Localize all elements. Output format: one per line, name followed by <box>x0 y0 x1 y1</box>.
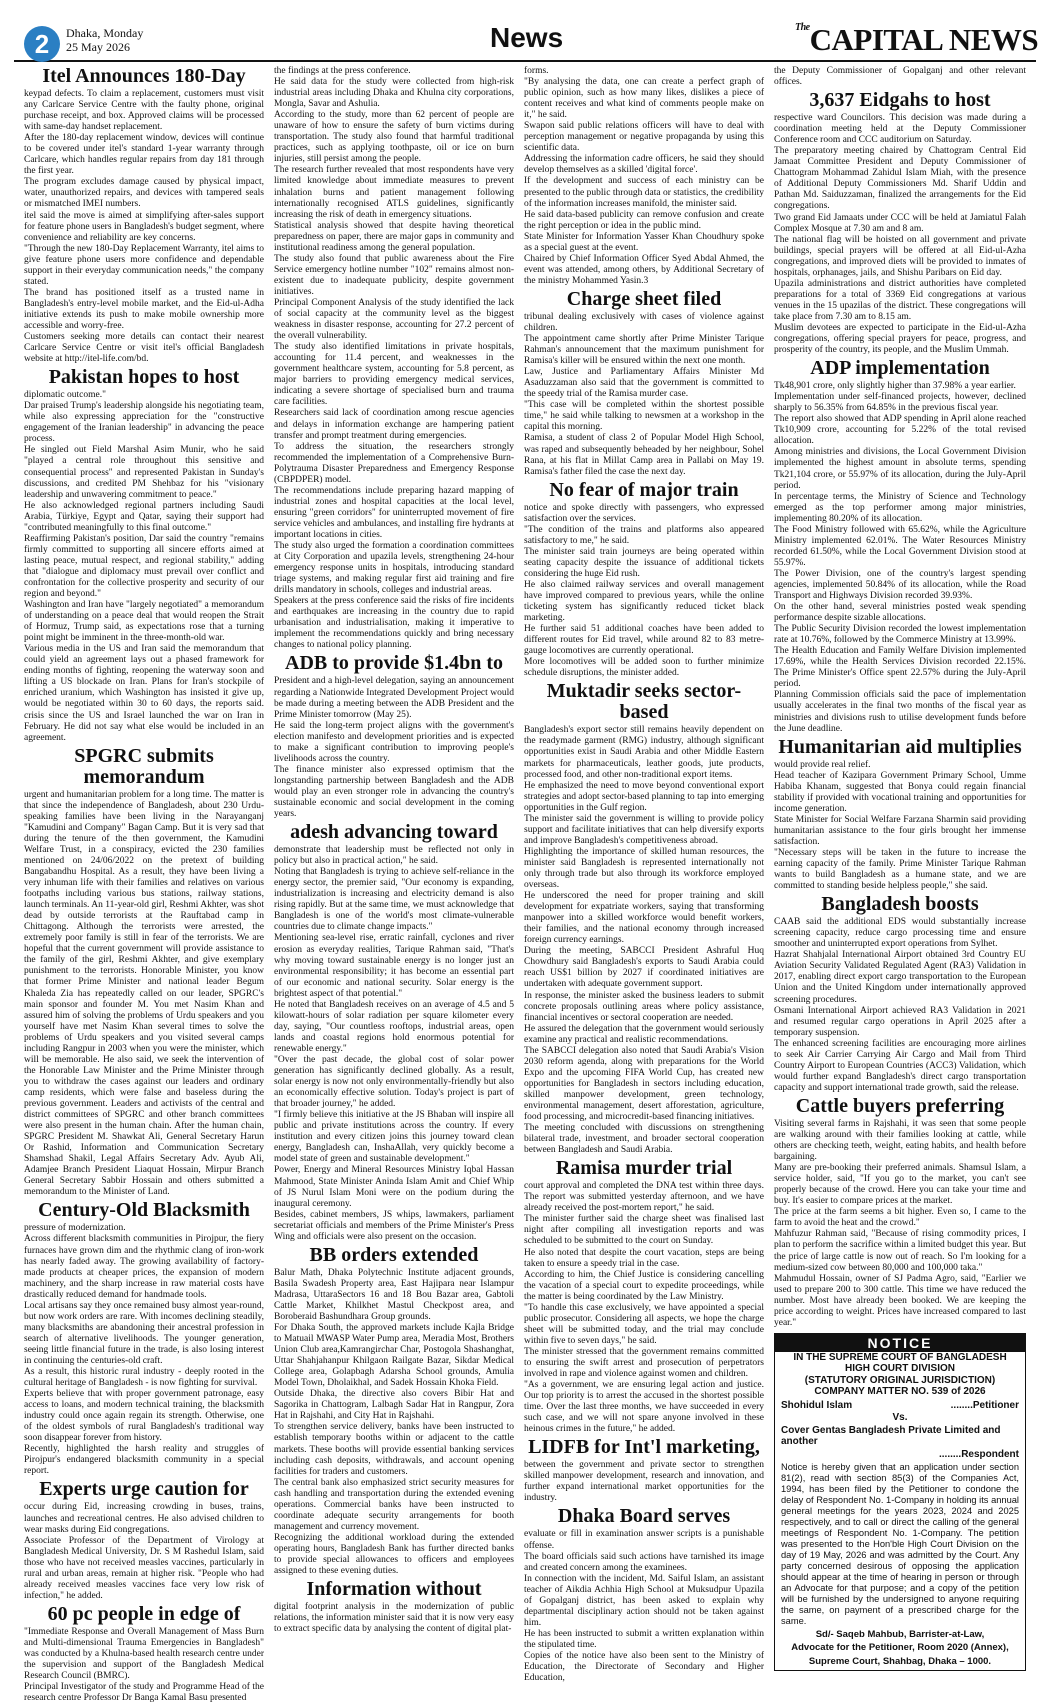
article-continued-4 <box>774 66 1026 88</box>
paragraph: Mahfuzur Rahman said, "Because of rising commodity prices, I plan to perform the sacrifice within a limited budget this year. But the price of large cattle is now out of reach. So I'm looking for a medium-sized cow between 80,000 and 100,000 taka." <box>774 1229 1026 1273</box>
headline: No fear of major train <box>549 478 739 501</box>
paragraph: The minister said the government is willing to provide policy support and facilitate initiatives that can help diversify exports and improve Bangladesh's competitiveness abroad. <box>524 813 764 846</box>
paragraph: Upazila administrations and district authorities have completed preparations for a total of 3369 Eid congregations at various venues in the 15 upazilas of the district. These congregations will take place from 7.30 am to 8.15 am. <box>774 278 1026 322</box>
headline: Cattle buyers preferring <box>795 1094 1005 1117</box>
paragraph: evaluate or fill in examination answer scripts is a punishable offense. <box>524 1529 764 1551</box>
paragraph: He has been instructed to submit a written explanation within the stipulated time. <box>524 1628 764 1650</box>
paragraph: Copies of the notice have also been sent to the Ministry of Education, the Directorate of Secondary and Higher Education, <box>524 1651 764 1684</box>
headline: Humanitarian aid multiplies <box>778 735 1022 758</box>
headline: Muktadir seeks sector-based <box>546 680 742 724</box>
article-lidfb-for-int-l-marketing <box>524 1437 764 1504</box>
paragraph: Mentioning sea-level rise, erratic rainfall, cyclones and river erosion as everyday realities, Tarique Rahman said, "That's why moving toward sustainable energy is no longer just an environmental responsibility; it has become an essential part of our economic and national security. Solar energy is the brightest aspect of that potential." <box>274 933 514 999</box>
paragraph: Implementation under self-financed projects, however, declined sharply to 56.35% from 64.85% in the previous fiscal year. <box>774 392 1026 414</box>
paragraph: Power, Energy and Mineral Resources Ministry Iqbal Hassan Mahmood, State Minister Aninda Islam Amit and Chief Whip of JS Nurul Islam Moni were on the podium during the inaugural ceremony. <box>274 1165 514 1209</box>
headline: SPGRC submits memorandum <box>74 744 214 788</box>
paragraph: Recently, highlighted the harsh reality and struggles of Pirojpur's endangered blacksmith community in a special report. <box>24 1444 264 1477</box>
article-continued-2 <box>274 66 514 651</box>
paragraph: "Necessary steps will be taken in the future to increase the earning capacity of the family. Prime Minister Tarique Rahman wants to build Bangladesh as a humane state, and we are committed to standing beside helpless people," she said. <box>774 848 1026 892</box>
paragraph: Principal Component Analysis of the study identified the lack of social capacity at the community level as the biggest weakness in disaster response, accounting for 27.2 percent of the overall vulnerability. <box>274 297 514 342</box>
paragraph: The brand has positioned itself as a trusted name in Bangladesh's entry-level mobile market, and the Eid-ul-Adha initiative extends its push to make mobile ownership more accessible and worry-free. <box>24 287 264 331</box>
article-information-without <box>274 1579 514 1635</box>
paragraph: Head teacher of Kazipara Government Primary School, Umme Habiba Khanam, suggested that Bonya could regain financial stability if provided with vocational training and opportunities for income generation. <box>774 770 1026 814</box>
paragraph: The price at the farm seems a bit higher. Even so, I came to the farm to avoid the heat and the crowd." <box>774 1207 1026 1229</box>
dateline-date: 25 May 2026 <box>66 40 130 54</box>
paragraph: In connection with the incident, Md. Saiful Islam, an assistant teacher of Aikdia Achhia High School at Muksudpur Upazila of Gopalganj district, has been asked to explain why departmental disciplinary action should not be taken against him. <box>524 1573 764 1628</box>
paragraph: President and a high-level delegation, saying an announcement regarding a Nationwide Integrated Development Project would be made during a meeting between the ADB President and the Prime Minister tomorrow (May 25). <box>274 676 514 720</box>
paragraph: The program excludes damage caused by physical impact, water, unauthorized repairs, and devices with tampered seals or mismatched IMEI numbers. <box>24 177 264 210</box>
paragraph: To address the situation, the researchers strongly recommended the implementation of a Comprehensive Burn-Polytrauma Disaster Preparedness and Emergency Response (CBPDPER) model. <box>274 441 514 485</box>
paragraph: The enhanced screening facilities are encouraging more airlines to seek Air Carrier Carrying Air Cargo and Mail from Third Country Airport to European Countries (ACC3) Validation, which would further expand Bangladesh's direct cargo transportation capacity and support international trade growth, said the release. <box>774 1038 1026 1093</box>
notice-title: NOTICE <box>775 1334 1025 1352</box>
paragraph: He said data for the study were collected from high-risk industrial areas including Dhaka and Khulna city corporations, Mongla, Savar and Ashulia. <box>274 77 514 110</box>
paragraph: pressure of modernization. <box>24 1223 126 1234</box>
column-4 <box>774 66 1026 1667</box>
article-spgrc-submits-memorandum <box>24 746 264 1199</box>
paragraph: the findings at the press conference. <box>274 66 411 76</box>
notice-signature: Sd/- Saqeb Mahbub, Barrister-at-Law, <box>815 1628 985 1640</box>
paragraph: between the government and private sector to strengthen skilled manpower development, research and innovation, and further expand international market opportunities for the industry. <box>524 1460 764 1504</box>
paragraph: Experts believe that with proper government patronage, easy access to loans, and modern technical training, the blacksmith industry could once again regain its strength. Otherwise, one of the oldest symbols of rural Bangladesh's traditional way soon disappear forever from history. <box>24 1389 264 1444</box>
paragraph: More locomotives will be added soon to further minimize schedule disruptions, the minister added. <box>524 657 764 679</box>
paragraph: He underscored the need for proper training and skill development for expatriate workers, saying that transforming manpower into a skilled workforce would benefit workers, their families, and the national economy through increased foreign currency earnings. <box>524 891 764 946</box>
article-cattle-buyers-preferring <box>774 1096 1026 1329</box>
paragraph: The Public Security Division recorded the lowest implementation rate at 10.76%, followed by the Commerce Ministry at 13.99%. <box>774 624 1026 646</box>
legal-notice-box <box>774 1333 1026 1672</box>
paragraph: The study also found that public awareness about the Fire Service emergency hotline number "102" remains almost non-existent due to inadequate publicity, despite government initiatives. <box>274 253 514 297</box>
column-3 <box>524 66 764 1684</box>
paragraph: "The condition of the trains and platforms also appeared satisfactory to me," he said. <box>524 524 764 546</box>
paragraph: He also noted that despite the court vacation, steps are being taken to ensure a speedy trial in the case. <box>524 1247 764 1269</box>
paragraph: He said data-based publicity can remove confusion and create the right perception or idea in the public mind. <box>524 209 764 231</box>
article-pakistan-hopes-to-host <box>24 367 264 744</box>
article-bangladesh-boosts <box>774 894 1026 1094</box>
article-charge-sheet-filed <box>524 289 764 478</box>
headline: adesh advancing toward <box>290 821 498 844</box>
dateline <box>66 26 143 54</box>
headline: 3,637 Eidgahs to host <box>809 89 991 112</box>
paragraph: The SABCCI delegation also noted that Saudi Arabia's Vision 2030 reform agenda, along with preparations for the World Expo and the upcoming FIFA World Cup, has created new opportunities for Bangladesh in sectors including education, skilled manpower development, green technology, environmental management, desert afforestation, agriculture, food processing, and microcredit-based financing initiatives. <box>524 1045 764 1123</box>
paragraph: Various media in the US and Iran said the memorandum that could yield an agreement lays out a phased framework for ending months of fighting, reopening the waterway soon and lifting a US blockade on Iran. Plans for Iran's stockpile of enriched uranium, which Washington has insisted it give up, would be negotiated within 30 to 60 days, the reports said. crisis since the US and Israel launched the war on Iran in February. He did not say what else would be included in an agreement. <box>24 644 264 743</box>
paragraph: State Minister for Social Welfare Farzana Sharmin said providing humanitarian assistance to the four girls brought her immense satisfaction. <box>774 814 1026 847</box>
notice-body: Notice is hereby given that an application under section 81(2), read with section 85(3) of the Companies Act, 1994, has been filed by the Petitioner to condone the delay of Respondent No. 1-Company in holding its annual general meetings for the years 2023, 2024 and 2025 respectively, and to call or direct the calling of the general meetings of Respondent No. 1-Company. The petition was presented to the Hon'ble High Court Division on the day of 19 May, 2026 and was admitted by the Court. Any party concerned desirous of opposing the application should appear at the time of hearing in person or through an Advocate for that purpose; and a copy of the petition will be furnished by the undersigned to anyone requiring the same, on payment of a prescribed charge for the same. <box>781 1461 1019 1626</box>
masthead-logo <box>795 22 1039 58</box>
paragraph: occur during Eid, increasing crowding in buses, trains, launches and recreational centres. He also advised children to wear masks during Eid congregations. <box>24 1502 264 1535</box>
notice-jurisdiction: (STATUTORY ORIGINAL JURISDICTION) <box>804 1374 996 1386</box>
paragraph: Dar praised Trump's leadership alongside his negotiating team, while also expressing appreciation for the "constructive engagement of the Iranian leadership" in advancing the peace process. <box>24 401 264 445</box>
paragraph: To strengthen service delivery, banks have been instructed to establish temporary booths within or adjacent to the cattle markets. These booths will provide essential banking services including cash deposits, withdrawals, and account opening facilities for traders and customers. <box>274 1422 514 1477</box>
paragraph: Muslim devotees are expected to participate in the Eid-ul-Azha congregations, offering special prayers for peace, progress, and prosperity of the country, its people, and the Muslim Ummah. <box>774 322 1026 356</box>
masthead-name: CAPITAL NEWS <box>809 22 1039 57</box>
paragraph: Hazrat Shahjalal International Airport obtained 3rd Country EU Aviation Security Validated Regulated Agent (RA3) Validation in 2017, enabling direct export cargo transportation to the European Union and the United Kingdom under internationally approved screening procedures. <box>774 950 1026 1005</box>
paragraph: If the development and success of each ministry can be presented to the public through data or statistics, the credibility of the information increases manifold, the minister said. <box>524 176 764 209</box>
paragraph: Recognizing the additional workload during the extended operating hours, Bangladesh Bank has further directed banks to provide special allowances to officers and employees assigned to these evening duties. <box>274 1532 514 1577</box>
paragraph: urgent and humanitarian problem for a long time. The matter is that since the independence of Bangladesh, about 230 Urdu-speaking families have been living in the Narayanganj "Kamudini and Company" Bagan Camp. But it is very sad that during the tenure of the then government, the Kamudini Welfare Trust, in a conspiracy, evicted the 230 families mentioned on 24/06/2022 on the pretext of building Bangabandhu Hospital. As a result, they have been living a very inhuman life with their families and relatives on various footpaths including various bus stations, railway stations, launch terminals. An 11-year-old girl, Reshmi Akhter, was shot dead by outside terrorists at the Rauftabad camp in Chittagong. Although the terrorists were arrested, the extremely poor family is still in fear of the terrorists. We are hopeful that the current government will provide assistance to the family of the girl, Reshmi Akhter, and give exemplary punishment to the terrorists. Honorable Minister, you know that former Prime Minister and national leader Begum Khaleda Zia has repeatedly called on our leader, SPGRC's main sponsor and founder M. You met Nasim Khan and assured him of solving the problems of Urdu speakers and you yourself have met Nasim Khan several times to solve the problems of Urdu speakers and you visited several camps including Rangpur in 2003 when you were the minister, which will be memorable. He also said, we seek the intervention of the Honorable Law Minister and the Prime Minister through you to withdraw the cases against our leaders and ordinary camp residents, which were false and baseless during the previous government. Leaders and activists of the central and district committees of SPGRC and other branch committees were also present in the human chain. After the human chain, SPGRC President M. Shawkat Ali, General Secretary Harun Or Rashid, Information and Communication Secretary Shamshad Shakil, Legal Affairs Secretary Adv. Ayub Ali, Adamjee Branch President Liaquat Hossain, Mirpur Branch General Secretary Sabbir Hossain and others submitted a memorandum to the Minister of Land. <box>24 789 264 1198</box>
paragraph: Speakers at the press conference said the risks of fire incidents and earthquakes are increasing in the country due to rapid urbanisation and industrialisation, making it imperative to implement the recommendations quickly and bring necessary changes to national policy planning. <box>274 596 514 651</box>
paragraph: Addressing the information cadre officers, he said they should develop themselves as a skilled 'digital force'. <box>524 154 764 176</box>
paragraph: He singled out Field Marshal Asim Munir, who he said "played a central role throughout this sensitive and consequential process" and represented Pakistan in Sunday's discussions, and credited PM Shehbaz for his "visionary leadership and unwavering commitment to peace." <box>24 445 264 500</box>
paragraph: Among ministries and divisions, the Local Government Division implemented the highest amount in absolute terms, spending Tk21,104 crore, or 55.97% of its allocation, during the July-April period. <box>774 447 1026 491</box>
paragraph: The preparatory meeting chaired by Chattogram Central Eid Jamaat Committee President and Deputy Commissioner of Chattogram Mohammad Zahidul Islam Miah, with the presence of Additional Deputy Commissioners Md. Sharif Uddin and Pathan Md. Saiduzzaman, finalized the arrangements for the Eid congregations. <box>774 146 1026 212</box>
paragraph: Balur Math, Dhaka Polytechnic Institute adjacent grounds, Basila Swadesh Property area, East Hajipara near Islampur Madrasa, UttaraSectors 16 and 18 Bou Bazar area, Gabtoli Cattle Market, Khilkhet Mastul Checkpost area, and Boroberaid Bashundhara Group grounds. <box>274 1267 514 1322</box>
paragraph: "Through the new 180-Day Replacement Warranty, itel aims to give feature phone users more confidence and dependable support in their everyday communication needs," the company stated. <box>24 243 265 287</box>
paragraph: Associate Professor of the Department of Virology at Bangladesh Medical University, Dr. S M Rashedul Islam, said those who have not received measles vaccines, particularly in rural and urban areas, remain at higher risk. "People who had already received measles vaccines face very low risk of infection," he added. <box>24 1535 264 1601</box>
paragraph: "To handle this case exclusively, we have appointed a special public prosecutor. Considering all aspects, we hope the charge sheet will be submitted today, and the trial may conclude within five to seven days," he said. <box>524 1302 764 1346</box>
notice-court: IN THE SUPREME COURT OF BANGLADESH <box>793 1351 1007 1363</box>
paragraph: As a result, this historic rural industry - deeply rooted in the cultural heritage of Bangladesh - is now fighting for survival. <box>24 1367 264 1389</box>
section-title: News <box>490 22 564 53</box>
article-experts-urge-caution-for <box>24 1479 264 1601</box>
article-60-pc-people-in-edge-of <box>24 1604 264 1704</box>
headline: Itel Announces 180-Day <box>42 65 246 87</box>
paragraph: Local artisans say they once remained busy almost year-round, but now work orders are rare. With incomes declining steadily, many blacksmiths are abandoning their ancestral profession in search of alternative livelihoods. The younger generation, seeing little financial future in the trade, is also losing interest in continuing the centuries-old craft. <box>24 1300 264 1366</box>
paragraph: "As a government, we are ensuring legal action and justice. Our top priority is to arrest the accused in the shortest possible time. Over the last three months, we have succeeded in every such case, and we will not spare anyone involved in these heinous crimes in the future," he added. <box>524 1380 764 1435</box>
headline: ADB to provide $1.4bn to <box>285 652 503 675</box>
paragraph: Outside Dhaka, the directive also covers Bibir Hat and Sagorika in Chattogram, Lalbagh Sadar Hat in Rangpur, Zora Hat in Rajshahi, and City Hat in Rajshahi. <box>274 1389 514 1422</box>
paragraph: The meeting concluded with discussions on strengthening bilateral trade, investment, and broader sectoral cooperation between Bangladesh and Saudi Arabia. <box>524 1123 764 1156</box>
column-4-stories <box>774 66 1026 1329</box>
headline: Experts urge caution for <box>39 1478 249 1501</box>
paragraph: Visiting several farms in Rajshahi, it was seen that some people are walking around with their families looking at cattle, while others are checking teeth, weight, eating habits, and health before bargaining. <box>774 1118 1026 1163</box>
notice-matter: COMPANY MATTER NO. 539 of 2026 <box>814 1386 986 1398</box>
article-century-old-blacksmith <box>24 1200 264 1477</box>
article-3-637-eidgahs-to-host <box>774 90 1026 356</box>
headline: LIDFB for Int'l marketing, <box>528 1436 760 1459</box>
paragraph: Washington and Iran have "largely negotiated" a memorandum of understanding on a peace deal that would reopen the Strait of Hormuz, Trump said, as expectations rose that a turning point might be imminent in the three-month-old war. <box>24 600 264 644</box>
paragraph: In response, the minister asked the business leaders to submit concrete proposals outlining areas where policy assistance, financial incentives or sectoral cooperation are needed. <box>524 990 764 1023</box>
paragraph: court approval and completed the DNA test within three days. The report was submitted yesterday afternoon, and we have already received the post-mortem report," he said. <box>524 1181 764 1214</box>
paragraph: digital footprint analysis in the modernization of public relations, the information minister said that it is now very easy to extract specific data by analysing the content of digital plat- <box>274 1602 514 1635</box>
paragraph: Highlighting the importance of skilled human resources, the minister said Bangladesh is represented internationally not only through trade but also through its workforce employed overseas. <box>524 846 764 891</box>
paragraph: Noting that Bangladesh is trying to achieve self-reliance in the energy sector, the premier said, "Our economy is expanding, industrialization is increasing and electricity demand is also rising rapidly. But at the same time, we must acknowledge that Bangladesh is one of the world's most climate-vulnerable countries due to climate change impacts." <box>274 867 514 933</box>
paragraph: Mahmudul Hossain, owner of SJ Padma Agro, said, "Earlier we used to prepare 200 to 300 cattle. This time we have reduced the number. Most have already been booked. We are keeping the price according to weight. Prices have increased compared to last year." <box>774 1273 1026 1328</box>
paragraph: The national flag will be hoisted on all government and private buildings, special prayers will be offered at all Eid-ul-Azha congregations, and improved diets will be provided to inmates of hospitals, orphanages, jails, and Shishu Paribars on Eid day. <box>774 234 1026 278</box>
paragraph: He said the long-term project aligns with the government's election manifesto and development priorities and is expected to make a significant contribution to improving people's livelihoods across the country. <box>274 720 514 764</box>
article-adp-implementation <box>774 358 1026 735</box>
paragraph: Customers seeking more details can contact their nearest Carlcare Service Centre or visit itel's official Bangladesh website at http://itel-life.com/bd. <box>24 332 264 365</box>
paragraph: "Immediate Response and Overall Management of Mass Burn and Multi-dimensional Trauma Emergencies in Bangladesh" was conducted by a Khulna-based health research centre under the supervision and support of the Bangladesh Medical Research Council (BMRC). <box>24 1626 264 1682</box>
article-adesh-advancing-toward <box>274 822 514 1243</box>
paragraph: "Over the past decade, the global cost of solar power generation has significantly declined globally. As a result, solar energy is now not only environmentally-friendly but also an economically effective solution. Today's project is part of that broader journey," he added. <box>274 1054 514 1110</box>
paragraph: "I firmly believe this initiative at the JS Bhaban will inspire all public and private institutions across the country. If every institution and every citizen joins this journey toward clean energy, Bangladesh can, InshaAllah, very quickly become a model state of green and sustainable development." <box>274 1110 514 1165</box>
paragraph: Principal Investigator of the study and Programme Head of the research centre Professor Dr Banga Kamal Basu presented <box>24 1682 264 1704</box>
paragraph: After the 180-day replacement window, devices will continue to be covered under itel's standard 1-year warranty through Carlcare, which handles regular repairs from day 181 through the first year. <box>24 133 264 177</box>
article-adb-to-provide-1-4bn-to <box>274 653 514 820</box>
paragraph: Law, Justice and Parliamentary Affairs Minister Md Asaduzzaman also said that the government is committed to the speedy trial of the Ramisa murder case. <box>524 367 764 400</box>
paragraph: Tk48,901 crore, only slightly higher than 37.98% a year earlier. <box>774 381 1016 392</box>
paragraph: Ramisa, a student of class 2 of Popular Model High School, was raped and subsequently beheaded by her neighbour, Sohel Rana, at his flat in Millat Camp area in Pallabi on May 19. Ramisa's father filed the case the next day. <box>524 433 764 477</box>
paragraph: The finance minister also expressed optimism that the longstanding partnership between Bangladesh and the ADB would play an even stronger role in advancing the country's sustainable economic and social development in the coming years. <box>274 764 514 820</box>
masthead-the: The <box>795 22 810 33</box>
paragraph: According to the study, more than 62 percent of people are unaware of how to ensure the safety of burn victims during transportation. The study also found that harmful traditional practices, such as applying toothpaste, oil or ice on burn injuries, still persist among the people. <box>274 110 514 165</box>
paragraph: He further said 51 additional coaches have been added to different routes for Eid travel, while around 82 to 83 metre-gauge locomotives are currently operational. <box>524 624 764 657</box>
paragraph: Besides, cabinet members, JS whips, lawmakers, parliament secretariat officials and members of the Prime Minister's Press Wing and officials were also present on the occasion. <box>274 1209 514 1242</box>
paragraph: State Minister for Information Yasser Khan Choudhury spoke as a special guest at the event. <box>524 231 764 253</box>
paragraph: respective ward Councilors. This decision was made during a coordination meeting held at the Deputy Commissioner Conference room and CCC auditorium on Saturday. <box>774 113 1026 146</box>
paragraph: Many are pre-booking their preferred animals. Shamsul Islam, a service holder, said, "If you go to the market, you can't see properly because of the crowd. Here you can take your time and buy. It's easier to compare prices at the market. <box>774 1163 1026 1207</box>
notice-petitioner-role: ........Petitioner <box>950 1399 1019 1411</box>
article-dhaka-board-serves <box>524 1506 764 1684</box>
paragraph: itel said the move is aimed at simplifying after-sales support for feature phone users in Bangladesh's budget segment, where convenience and reliability are key concerns. <box>24 210 264 243</box>
headline: Bangladesh boosts <box>821 893 979 916</box>
paragraph: Planning Commission officials said the pace of implementation usually accelerates in the final two months of the fiscal year as ministries and divisions rush to utilise development funds before the June deadline. <box>774 690 1026 734</box>
paragraph: Osmani International Airport achieved RA3 Validation in 2021 and resumed regular cargo operations in April 2025 after a temporary suspension. <box>774 1005 1026 1038</box>
article-itel-announces-180-day <box>24 66 264 365</box>
notice-respondent-role: ........Respondent <box>938 1448 1019 1460</box>
paragraph: keypad defects. To claim a replacement, customers must visit any Carlcare Service Centre with the faulty phone, original purchase receipt, and box. Approved claims will be processed with same-day handset replacement. <box>24 89 264 133</box>
paragraph: According to him, the Chief Justice is considering cancelling the vacation of a special court to expedite proceedings, while the matter is being coordinated by the Law Ministry. <box>524 1269 764 1302</box>
paragraph: He also claimed railway services and overall management have improved compared to previous years, while the online ticketing system has significantly reduced ticket black marketing. <box>524 579 764 624</box>
paragraph: The minister further said the charge sheet was finalised last night after compiling all investigation reports and was scheduled to be submitted to the court on Sunday. <box>524 1214 764 1247</box>
paragraph: In percentage terms, the Ministry of Science and Technology emerged as the top performer among major ministries, implementing 80.20% of its allocation. <box>774 491 1026 524</box>
headline: BB orders extended <box>309 1243 479 1266</box>
paragraph: Statistical analysis showed that despite having theoretical preparedness on paper, there are major gaps in community and institutional readiness among the general population. <box>274 220 514 253</box>
paragraph: The central bank also emphasized strict security measures for cash handling and transportation during the extended evening operations. Commercial banks have been instructed to coordinate adequate security arrangements for booth management and currency movement. <box>274 1477 514 1532</box>
paragraph: demonstrate that leadership must be reflected not only in policy but also in practical action," he said. <box>274 845 514 867</box>
headline: Charge sheet filed <box>566 287 722 310</box>
page-number-badge: 2 <box>24 26 60 62</box>
paragraph: tribunal dealing exclusively with cases of violence against children. <box>524 311 764 333</box>
notice-address: Supreme Court, Shahbag, Dhaka – 1000. <box>808 1655 992 1667</box>
paragraph: notice and spoke directly with passengers, who expressed satisfaction over the services. <box>524 502 764 524</box>
paragraph: The Health Education and Family Welfare Division implemented 17.69%, while the Health Services Division recorded 22.15%. The Prime Minister's Office spent 22.57% during the July-April period. <box>774 646 1026 690</box>
paragraph: diplomatic outcome." <box>24 390 106 401</box>
column-2 <box>274 66 514 1635</box>
headline: Dhaka Board serves <box>557 1505 731 1528</box>
paragraph: He noted that Bangladesh receives on an average of 4.5 and 5 kilowatt-hours of solar radiation per square kilometer every day, saying, "Our countless rooftops, industrial areas, open lands and coastal regions hold enormous potential for renewable energy." <box>274 999 514 1054</box>
paragraph: Swapon said public relations officers will have to deal with perception management or negative propaganda by using this scientific data. <box>524 121 764 154</box>
paragraph: The minister stressed that the government remains committed to ensuring the swift arrest and prosecution of perpetrators involved in rape and violence against women and children. <box>524 1346 764 1380</box>
article-ramisa-murder-trial <box>524 1158 764 1435</box>
paragraph: The board officials said such actions have tarnished its image and created concern among the examinees. <box>524 1551 764 1573</box>
paragraph: The Food Ministry followed with 65.62%, while the Agriculture Ministry implemented 62.01%. The Water Resources Ministry recorded 61.50%, while the Local Government Division stood at 55.97%. <box>774 524 1026 568</box>
paragraph: Two grand Eid Jamaats under CCC will be held at Jamiatul Falah Complex Mosque at 7.30 am and 8 am. <box>774 212 1026 234</box>
headline: ADP implementation <box>810 357 990 380</box>
paragraph: "This case will be completed within the shortest possible time," he said while talking to newsmen at a workshop in the capital this morning. <box>524 400 764 433</box>
paragraph: Across different blacksmith communities in Pirojpur, the fiery furnaces have grown dim and the rhythmic clang of iron-work has nearly faded away. The growing availability of factory-made products at cheaper prices, the expansion of modern machinery, and the sharp increase in raw material costs have drastically reduced demand for handmade tools. <box>24 1234 264 1300</box>
article-muktadir-seeks-sector-based <box>524 681 764 1156</box>
paragraph: For Dhaka South, the approved markets include Kajla Bridge to Matuail MWASP Water Pump area, Meradia Most, Brothers Union Club area,Kamrangirchar Char, Postogola Shashanghat, Uttar Shahjahanpur Khilgaon Railgate Bazar, Sikdar Medical College area, Golapbagh Adarsha School grounds, Amulia Model Town, Dholaikhal, and Sadek Hossain Khoka Field. <box>274 1323 514 1389</box>
paragraph: Reaffirming Pakistan's position, Dar said the country "remains firmly committed to supporting all sincere efforts aimed at lasting peace, mutual respect, and regional stability," adding that "dialogue and diplomacy must prevail over conflict and confrontation for the collective prosperity and security of our region and beyond." <box>24 533 264 600</box>
paragraph: CAAB said the additional EDS would substantially increase screening capacity, reduce cargo processing time and ensure smoother and uninterrupted export operations from Sylhet. <box>774 917 1026 950</box>
paragraph: would provide real relief. <box>774 759 871 770</box>
paragraph: The report also showed that ADP spending in April alone reached Tk10,909 crore, accounting for 5.22% of the total revised allocation. <box>774 414 1026 447</box>
column-1 <box>24 65 265 1704</box>
paragraph: He also acknowledged regional partners including Saudi Arabia, Türkiye, Egypt and Qatar, saying their support had "contributed meaningfully to this final outcome." <box>24 500 264 533</box>
paragraph: The recommendations include preparing hazard mapping of industrial zones and hospital capacities at the local level, ensuring "green corridors" for uninterrupted movement of fire service vehicles and ambulances, and installing fire hydrants at important locations in cities. <box>274 485 514 540</box>
notice-petitioner-row <box>781 1400 1019 1411</box>
headline: Information without <box>306 1578 482 1601</box>
paragraph: "By analysing the data, one can create a perfect graph of public opinion, such as how many likes, dislikes a piece of content receives and what kind of comments people make on it," he said. <box>524 77 764 121</box>
paragraph: Bangladesh's export sector still remains heavily dependent on the readymade garment (RMG) industry, although significant opportunities exist in Saudi Arabia and other Middle Eastern markets for pharmaceuticals, leather goods, jute products, processed food, and other non-traditional export items. <box>524 725 764 780</box>
headline: Pakistan hopes to host <box>48 366 240 389</box>
paragraph: The study also urged the formation a coordination committees at City Corporation and upazila levels, strengthening 24-hour emergency response units in hospitals, introducing standard triage systems, and making regular first aid training and fire drills mandatory in schools, colleges and industrial areas. <box>274 541 514 596</box>
paragraph: Chaired by Chief Information Officer Syed Abdal Ahmed, the event was attended, among others, by Additional Secretary of the ministry Mohammed Yasin.3 <box>524 253 764 286</box>
article-bb-orders-extended <box>274 1245 514 1577</box>
paragraph: He emphasized the need to move beyond conventional export strategies and adopt sector-based planning to tap into emerging opportunities in the Gulf region. <box>524 780 764 813</box>
dateline-city-day: Dhaka, Monday <box>66 26 144 40</box>
paragraph: the Deputy Commissioner of Gopalganj and other relevant offices. <box>774 66 1026 88</box>
article-continued-3 <box>524 66 764 287</box>
paragraph: forms. <box>524 66 549 76</box>
notice-respondent: Cover Gentas Bangladesh Private Limited and another <box>781 1424 1001 1447</box>
notice-division: HIGH COURT DIVISION <box>844 1363 955 1375</box>
headline: 60 pc people in edge of <box>47 1602 241 1625</box>
article-no-fear-of-major-train <box>524 480 764 680</box>
paragraph: The study also identified limitations in private hospitals, accounting for 11.4 percent, and weaknesses in the government healthcare system, accounting for 5.8 percent, as major barriers to providing emergency medical services, indicating a severe shortage of specialised burn and trauma care facilities. <box>274 342 514 408</box>
article-humanitarian-aid-multiplies <box>774 737 1026 893</box>
paragraph: The research further revealed that most respondents have very limited knowledge about immediate measures to prevent inhalation burns and patient management following internationally recognised ATLS guidelines, significantly increasing the risk of death in emergency situations. <box>274 165 514 220</box>
paragraph: He assured the delegation that the government would seriously examine any practical and realistic recommendations. <box>524 1023 764 1045</box>
paragraph: Researchers said lack of coordination among rescue agencies and delays in information exchange are hampering patient transfer and prompt treatment during emergencies. <box>274 408 514 441</box>
notice-versus: Vs. <box>892 1411 908 1423</box>
headline: Ramisa murder trial <box>555 1157 733 1180</box>
paragraph: On the other hand, several ministries posted weak spending performance despite sizable allocations. <box>774 602 1026 624</box>
notice-advocate: Advocate for the Petitioner, Room 2020 (Annex), <box>791 1642 1009 1654</box>
paragraph: During the meeting, SABCCI President Ashraful Huq Chowdhury said Bangladesh's exports to Saudi Arabia could reach US$1 billion by 2027 if coordinated initiatives are undertaken with adequate government support. <box>524 946 764 990</box>
headline: Century-Old Blacksmith <box>38 1199 250 1222</box>
paragraph: The Power Division, one of the country's largest spending agencies, implemented 50.84% of its allocation, while the Road Transport and Highways Division recorded 39.93%. <box>774 568 1026 602</box>
paragraph: The appointment came shortly after Prime Minister Tarique Rahman's announcement that the maximum punishment for Ramisa's killer will be ensured within the next one month. <box>524 334 764 367</box>
paragraph: The minister said train journeys are being operated within seating capacity despite the issuance of additional tickets considering the huge Eid rush. <box>524 546 764 579</box>
notice-petitioner-name: Shohidul Islam <box>781 1399 853 1411</box>
